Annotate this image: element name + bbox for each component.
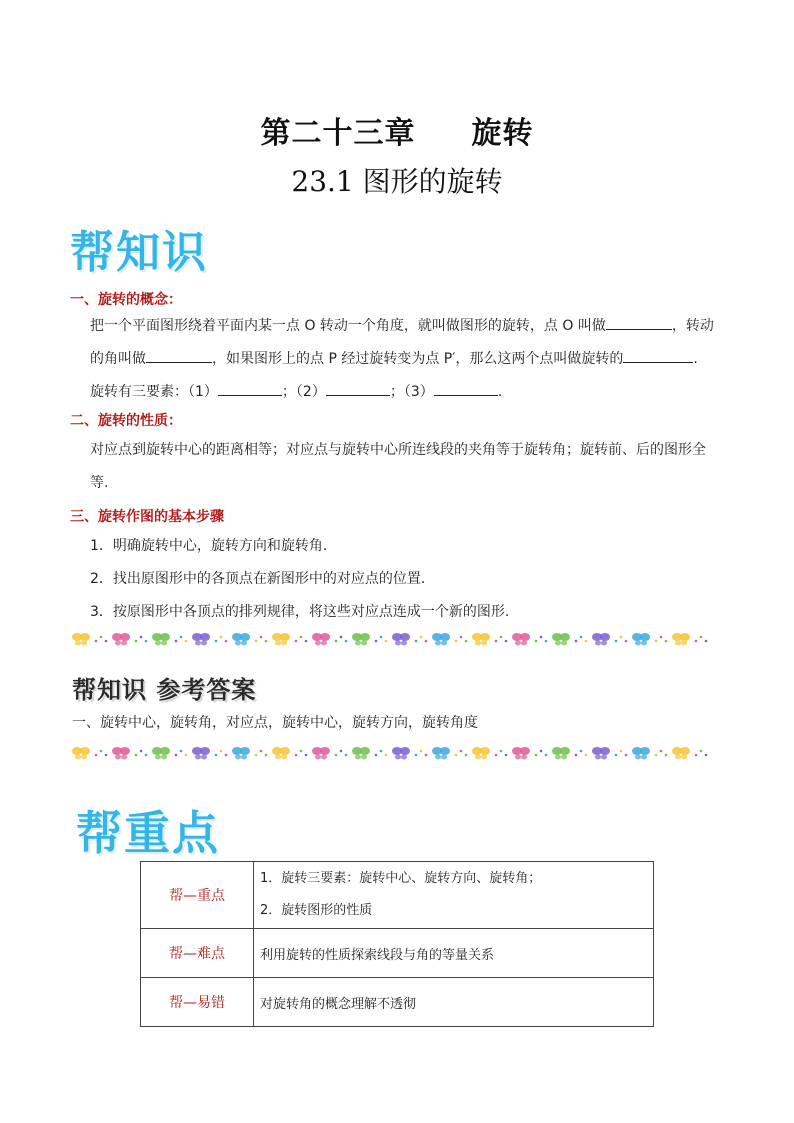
border-dot [535, 754, 538, 757]
butterfly-icon [272, 747, 290, 760]
border-dot [100, 750, 103, 753]
s1-line-1: 把一个平面图形绕着平面内某一点 O 转动一个角度，就叫做图形的旋转，点 O 叫做 ，转动 [90, 310, 730, 343]
border-dot [335, 754, 338, 757]
border-dot [615, 754, 618, 757]
fill-blank[interactable] [606, 315, 672, 330]
border-dot [385, 640, 388, 643]
border-dot [615, 640, 618, 643]
section-2-heading: 二、旋转的性质： [70, 413, 182, 429]
help-key-heading: 帮重点 [76, 806, 220, 860]
border-dot [660, 750, 663, 753]
border-dot [185, 754, 188, 757]
border-dot [500, 750, 503, 753]
section-3-heading: 三、旋转作图的基本步骤 [70, 509, 224, 525]
border-dot [695, 640, 698, 643]
chapter-topic: 旋转 [471, 116, 534, 151]
butterfly-icon [672, 633, 690, 646]
butterfly-icon [152, 633, 170, 646]
butterfly-icon [512, 747, 530, 760]
border-dot [220, 636, 223, 639]
border-dot [505, 640, 508, 643]
border-dot [585, 754, 588, 757]
row-content: 对旋转角的概念理解不透彻 [254, 978, 654, 1027]
step-1: 1．明确旋转中心，旋转方向和旋转角. [90, 538, 328, 554]
butterfly-icon [192, 633, 210, 646]
butterfly-icon [72, 747, 90, 760]
border-dot [260, 636, 263, 639]
border-dot [655, 640, 658, 643]
border-dot [455, 640, 458, 643]
border-dot [545, 640, 548, 643]
butterfly-icon [352, 747, 370, 760]
border-dot [505, 754, 508, 757]
border-dot [175, 754, 178, 757]
butterfly-icon [432, 633, 450, 646]
s2-line-1: 对应点到旋转中心的距离相等；对应点与旋转中心所连线段的夹角等于旋转角；旋转前、后的图形全 [90, 442, 706, 458]
butterfly-icon [112, 633, 130, 646]
border-dot [705, 640, 708, 643]
border-dot [705, 754, 708, 757]
border-dot [145, 640, 148, 643]
border-dot [500, 636, 503, 639]
butterfly-icon [632, 747, 650, 760]
border-dot [665, 754, 668, 757]
section-1-heading: 一、旋转的概念： [70, 292, 182, 308]
butterfly-icon [392, 747, 410, 760]
section-1-body [90, 310, 730, 409]
border-dot [420, 636, 423, 639]
key-points-table [140, 861, 654, 1027]
border-dot [545, 754, 548, 757]
border-dot [305, 754, 308, 757]
answers-line: 一、旋转中心，旋转角，对应点，旋转中心，旋转方向，旋转角度 [72, 715, 478, 731]
section-2-body [90, 434, 730, 500]
butterfly-border-icon [70, 631, 720, 647]
border-dot [180, 750, 183, 753]
row-content: 1．旋转三要素：旋转中心、旋转方向、旋转角； 2．旋转图形的性质 [254, 862, 654, 929]
border-dot [580, 636, 583, 639]
butterfly-icon [592, 747, 610, 760]
border-dot [215, 640, 218, 643]
border-dot [620, 636, 623, 639]
border-dot [95, 754, 98, 757]
butterfly-icon [112, 747, 130, 760]
border-dot [375, 640, 378, 643]
border-dot [620, 750, 623, 753]
border-dot [95, 640, 98, 643]
border-dot [140, 636, 143, 639]
butterfly-icon [72, 633, 90, 646]
border-dot [185, 640, 188, 643]
border-dot [265, 640, 268, 643]
section-subtitle: 23.1 图形的旋转 [291, 165, 503, 198]
border-dot [540, 750, 543, 753]
section-3-body [90, 530, 730, 629]
border-dot [700, 636, 703, 639]
butterfly-icon [552, 747, 570, 760]
border-dot [575, 640, 578, 643]
border-dot [415, 754, 418, 757]
table-row [141, 978, 654, 1027]
border-dot [295, 754, 298, 757]
butterfly-icon [312, 747, 330, 760]
border-dot [385, 754, 388, 757]
border-dot [345, 754, 348, 757]
border-dot [140, 750, 143, 753]
step-3: 3．按原图形中各顶点的排列规律，将这些对应点连成一个新的图形. [90, 604, 510, 620]
fill-blank[interactable] [326, 381, 390, 396]
border-dot [425, 754, 428, 757]
border-dot [340, 636, 343, 639]
border-dot [255, 754, 258, 757]
border-dot [345, 640, 348, 643]
butterfly-icon [552, 633, 570, 646]
border-dot [465, 640, 468, 643]
border-dot [655, 754, 658, 757]
butterfly-icon [672, 747, 690, 760]
border-dot [695, 754, 698, 757]
butterfly-icon [432, 747, 450, 760]
border-dot [135, 754, 138, 757]
help-knowledge-heading: 帮知识 [70, 227, 208, 278]
border-dot [220, 750, 223, 753]
butterfly-icon [232, 747, 250, 760]
butterfly-icon [312, 633, 330, 646]
border-dot [625, 640, 628, 643]
border-dot [215, 754, 218, 757]
butterfly-icon [472, 633, 490, 646]
border-dot [105, 640, 108, 643]
border-dot [700, 750, 703, 753]
butterfly-icon [152, 747, 170, 760]
butterfly-icon [192, 747, 210, 760]
border-dot [415, 640, 418, 643]
border-dot [580, 750, 583, 753]
table-row [141, 862, 654, 929]
border-dot [425, 640, 428, 643]
border-dot [625, 754, 628, 757]
border-dot [105, 754, 108, 757]
s1-line-3: 旋转有三要素：（1） ；（2） ；（3） . [90, 376, 730, 409]
chapter-number: 第二十三章 [260, 116, 416, 151]
border-dot [575, 754, 578, 757]
border-dot [255, 640, 258, 643]
step-2: 2．找出原图形中的各顶点在新图形中的对应点的位置. [90, 571, 426, 587]
butterfly-icon [232, 633, 250, 646]
border-dot [145, 754, 148, 757]
border-dot [300, 750, 303, 753]
border-dot [265, 754, 268, 757]
s2-line-2: 等. [90, 475, 109, 491]
s1-line-2: 的角叫做 ，如果图形上的点 P 经过旋转变为点 P′，那么这两个点叫做旋转的 . [90, 343, 730, 376]
border-dot [420, 750, 423, 753]
answers-heading: 帮知识 参考答案 [72, 676, 257, 704]
border-dot [460, 636, 463, 639]
border-dot [335, 640, 338, 643]
table-row [141, 929, 654, 978]
chapter-title [0, 108, 794, 152]
row-content: 利用旋转的性质探索线段与角的等量关系 [254, 929, 654, 978]
border-dot [260, 750, 263, 753]
border-dot [380, 636, 383, 639]
border-dot [180, 636, 183, 639]
fill-blank[interactable] [218, 381, 282, 396]
border-dot [535, 640, 538, 643]
border-dot [540, 636, 543, 639]
butterfly-border-icon [70, 745, 720, 761]
border-dot [495, 754, 498, 757]
border-dot [100, 636, 103, 639]
border-dot [225, 754, 228, 757]
border-dot [295, 640, 298, 643]
row-label: 帮—易错 [141, 978, 254, 1027]
butterfly-icon [352, 633, 370, 646]
butterfly-icon [632, 633, 650, 646]
border-dot [375, 754, 378, 757]
fill-blank[interactable] [623, 348, 693, 363]
border-dot [660, 636, 663, 639]
border-dot [340, 750, 343, 753]
border-dot [305, 640, 308, 643]
border-dot [665, 640, 668, 643]
row-label: 帮—重点 [141, 862, 254, 929]
butterfly-icon [592, 633, 610, 646]
border-dot [380, 750, 383, 753]
row-label: 帮—难点 [141, 929, 254, 978]
border-dot [225, 640, 228, 643]
fill-blank[interactable] [146, 348, 212, 363]
border-dot [495, 640, 498, 643]
border-dot [460, 750, 463, 753]
border-dot [465, 754, 468, 757]
border-dot [175, 640, 178, 643]
border-dot [135, 640, 138, 643]
border-dot [585, 640, 588, 643]
border-dot [300, 636, 303, 639]
butterfly-icon [512, 633, 530, 646]
butterfly-icon [472, 747, 490, 760]
border-dot [455, 754, 458, 757]
butterfly-icon [272, 633, 290, 646]
fill-blank[interactable] [434, 381, 498, 396]
butterfly-icon [392, 633, 410, 646]
